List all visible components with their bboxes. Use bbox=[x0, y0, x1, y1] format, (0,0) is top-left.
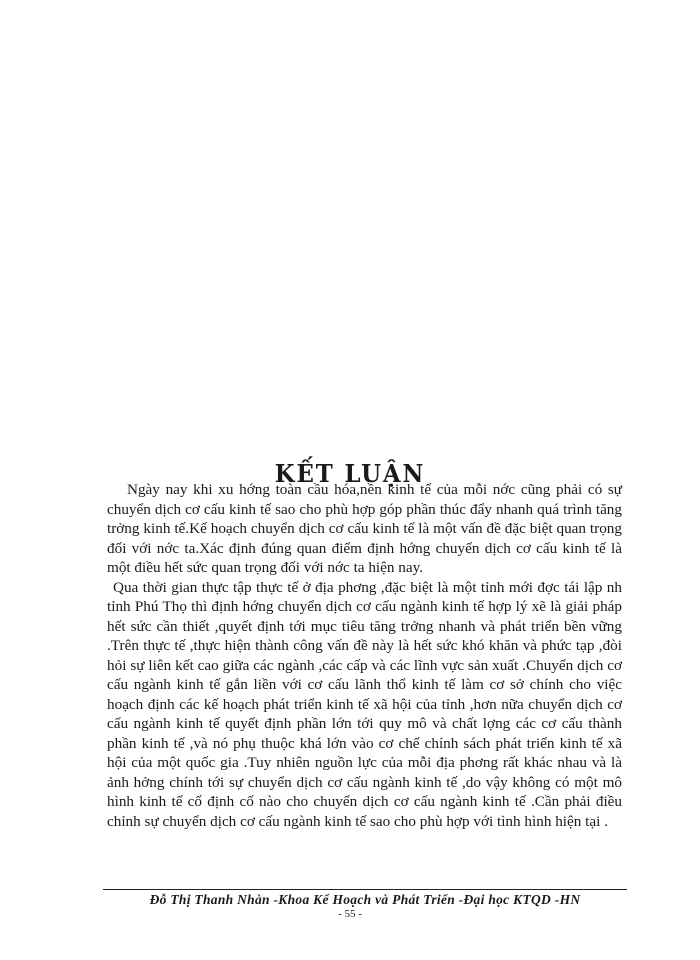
body-text bbox=[107, 480, 622, 831]
paragraph: Qua thời gian thực tập thực tế ở địa phơng ,đặc biệt là một tỉnh mới đợc tái lập nh tỉnh Phú Thọ thì định hớng chuyển dịch cơ cấu ngành kinh tế hợp lý xẽ là giải pháp hết sức cần thiết ,quyết định tới mục tiêu tăng trởng nhanh và phát triển bền vững .Trên thực tế ,thực hiện thành công vấn đề này là hết sức khó khăn và phức tạp ,đòi hỏi sự liên kết cao giữa các ngành ,các cấp và các lĩnh vực sản xuất .Chuyển dịch cơ cấu ngành kinh tế gắn liền với cơ cấu lãnh thổ kinh tế làm cơ sở chính cho việc hoạch định các kế hoạch phát triển kinh tế xã hội của tỉnh ,hơn nữa chuyển dịch cơ cấu ngành kinh tế quyết định phần lớn tới quy mô và chất lợng các cơ cấu thành phần kinh tế ,và nó phụ thuộc khá lớn vào cơ chế chính sách phát triển kinh tế xã hội của một quốc gia .Tuy nhiên nguồn lực của mỗi địa phơng rất khác nhau và là ảnh hởng chính tới sự chuyển dịch cơ cấu ngành kinh tế ,do vậy không có một mô hình kinh tế cố định cố nào cho chuyển dịch cơ cấu ngành kinh tế .Cần phải điều chỉnh sự chuyển dịch cơ cấu ngành kinh tế sao cho phù hợp với tình hình hiện tại . bbox=[107, 578, 622, 830]
paragraph: Ngày nay khi xu hớng toàn cầu hóa,nền kinh tế của mỗi nớc cũng phải có sự chuyển dịch cơ cấu kinh tế sao cho phù hợp góp phần thúc đẩy nhanh quá trình tăng trởng kinh tế.Kế hoạch chuyển dịch cơ cấu kinh tế là một vấn đề đặc biệt quan trọng đối với nớc ta.Xác định đúng quan điểm định hớng chuyển dịch cơ cấu kinh tế là một điều hết sức quan trọng đối với nớc ta hiện nay. bbox=[107, 481, 622, 576]
page-number: - 55 - bbox=[338, 908, 362, 920]
footer-author-line: Đỗ Thị Thanh Nhàn -Khoa Kế Hoạch và Phát Triển -Đại học KTQD -HN bbox=[149, 892, 581, 907]
footer-divider bbox=[103, 889, 627, 890]
page-title: KẾT LUẬN bbox=[274, 459, 426, 488]
